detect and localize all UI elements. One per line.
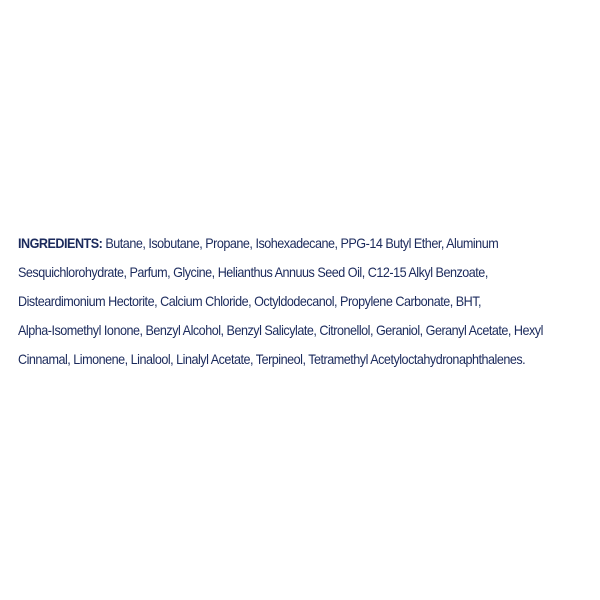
ingredients-line-4: Alpha-Isomethyl Ionone, Benzyl Alcohol, Benzyl Salicylate, Citronellol, Geraniol, Geranyl Acetate, Hexyl xyxy=(18,322,543,338)
ingredients-line-2: Sesquichlorohydrate, Parfum, Glycine, Helianthus Annuus Seed Oil, C12-15 Alkyl Benzoate, xyxy=(18,264,488,280)
ingredients-line-1 xyxy=(18,229,533,258)
ingredients-line-5: Cinnamal, Limonene, Linalool, Linalyl Acetate, Terpineol, Tetramethyl Acetyloctahydronaphthalenes. xyxy=(18,351,526,367)
ingredients-heading: INGREDIENTS: xyxy=(18,235,103,251)
ingredients-line-3: Disteardimonium Hectorite, Calcium Chloride, Octyldodecanol, Propylene Carbonate, BHT, xyxy=(18,293,482,309)
ingredients-text-1: Butane, Isobutane, Propane, Isohexadecane, PPG-14 Butyl Ether, Aluminum xyxy=(102,235,499,251)
ingredients-list xyxy=(18,229,543,374)
